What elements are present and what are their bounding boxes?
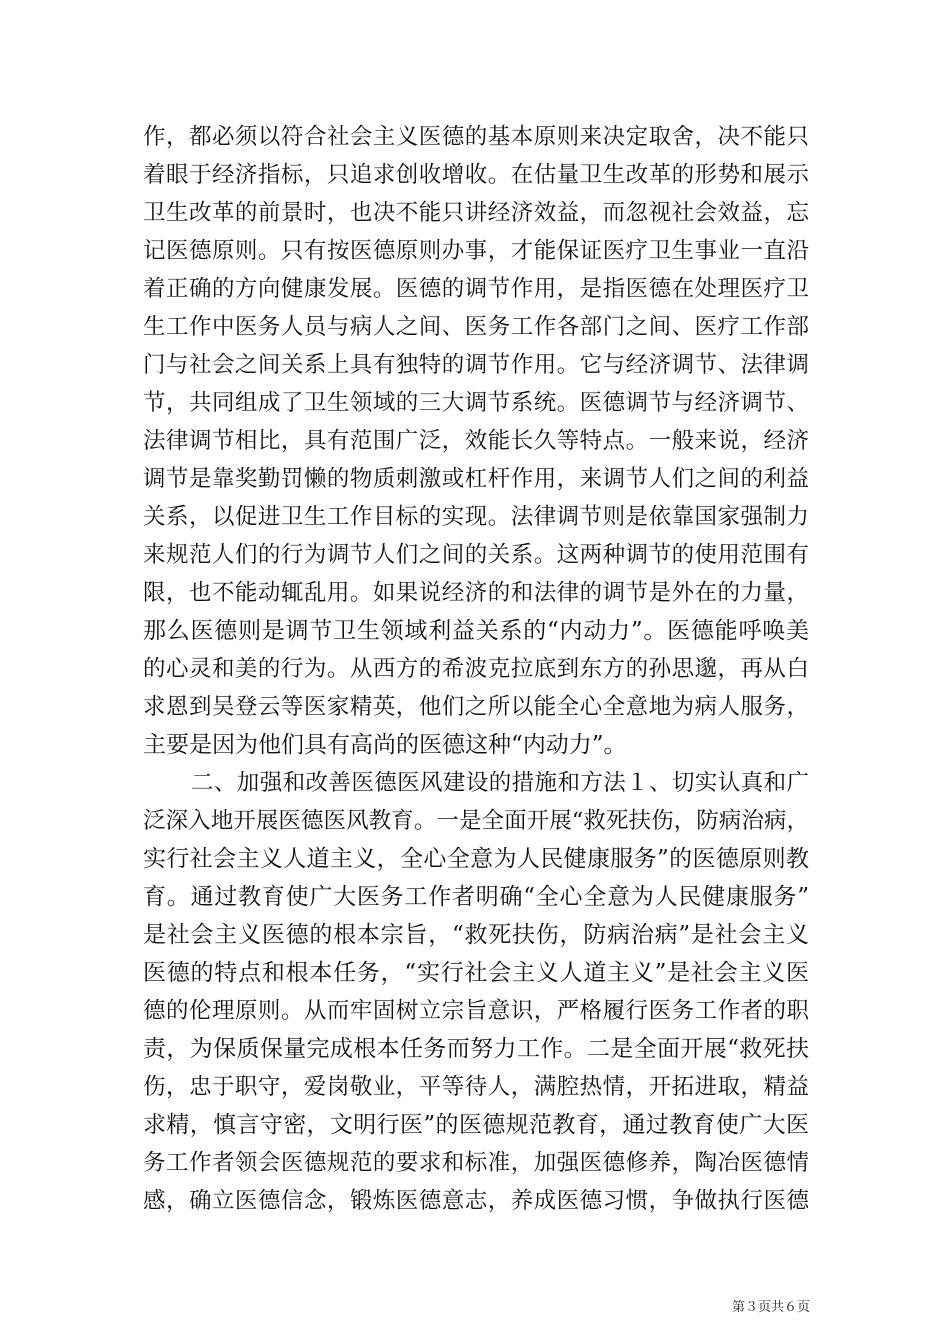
text-line: 来规范人们的行为调节人们之间的关系。这两种调节的使用范围有 xyxy=(143,542,809,568)
paragraph-2 xyxy=(143,764,809,1220)
text-line: 泛深入地开展医德医风教育。一是全面开展“救死扶伤，防病治病， xyxy=(143,808,809,834)
text-line: 门与社会之间关系上具有独特的调节作用。它与经济调节、法律调 xyxy=(143,352,809,378)
text-line: 医德的特点和根本任务，“实行社会主义人道主义”是社会主义医 xyxy=(143,960,809,986)
paragraph-1 xyxy=(143,118,809,764)
text-line: 责，为保质保量完成根本任务而努力工作。二是全面开展“救死扶 xyxy=(143,1036,809,1062)
text-line: 求恩到吴登云等医家精英，他们之所以能全心全意地为病人服务， xyxy=(143,694,809,720)
text-line: 德的伦理原则。从而牢固树立宗旨意识，严格履行医务工作者的职 xyxy=(143,998,809,1024)
text-line: 伤，忠于职守，爱岗敬业，平等待人，满腔热情，开拓进取，精益 xyxy=(143,1074,809,1100)
text-line: 主要是因为他们具有高尚的医德这种“内动力”。 xyxy=(143,732,627,758)
text-line: 的心灵和美的行为。从西方的希波克拉底到东方的孙思邈，再从白 xyxy=(143,656,809,682)
text-line: 那么医德则是调节卫生领域利益关系的“内动力”。医德能呼唤美 xyxy=(143,618,809,644)
text-line: 感，确立医德信念，锻炼医德意志，养成医德习惯，争做执行医德 xyxy=(143,1188,809,1214)
text-line: 关系，以促进卫生工作目标的实现。法律调节则是依靠国家强制力 xyxy=(143,504,809,530)
text-line: 二、加强和改善医德医风建设的措施和方法１、切实认真和广 xyxy=(191,770,809,796)
text-line: 求精，慎言守密，文明行医”的医德规范教育，通过教育使广大医 xyxy=(143,1112,809,1138)
text-line: 着眼于经济指标，只追求创收增收。在估量卫生改革的形势和展示 xyxy=(143,162,809,188)
text-line: 务工作者领会医德规范的要求和标准，加强医德修养，陶冶医德情 xyxy=(143,1150,809,1176)
text-line: 调节是靠奖勤罚懒的物质刺激或杠杆作用，来调节人们之间的利益 xyxy=(143,466,809,492)
text-line: 育。通过教育使广大医务工作者明确“全心全意为人民健康服务” xyxy=(143,884,809,910)
text-line: 记医德原则。只有按医德原则办事，才能保证医疗卫生事业一直沿 xyxy=(143,238,809,264)
text-line: 生工作中医务人员与病人之间、医务工作各部门之间、医疗工作部 xyxy=(143,314,809,340)
text-line: 节，共同组成了卫生领域的三大调节系统。医德调节与经济调节、 xyxy=(143,390,809,416)
text-line: 着正确的方向健康发展。医德的调节作用，是指医德在处理医疗卫 xyxy=(143,276,809,302)
text-line: 限，也不能动辄乱用。如果说经济的和法律的调节是外在的力量， xyxy=(143,580,809,606)
text-line: 实行社会主义人道主义，全心全意为人民健康服务”的医德原则教 xyxy=(143,846,809,872)
page-indicator: 第３页共６页 xyxy=(731,1300,810,1315)
text-line: 法律调节相比，具有范围广泛，效能长久等特点。一般来说，经济 xyxy=(143,428,809,454)
body-text xyxy=(143,118,809,1220)
text-line: 是社会主义医德的根本宗旨，“救死扶伤，防病治病”是社会主义 xyxy=(143,922,809,948)
text-line: 作，都必须以符合社会主义医德的基本原则来决定取舍，决不能只 xyxy=(143,124,809,150)
text-line: 卫生改革的前景时，也决不能只讲经济效益，而忽视社会效益，忘 xyxy=(143,200,809,226)
